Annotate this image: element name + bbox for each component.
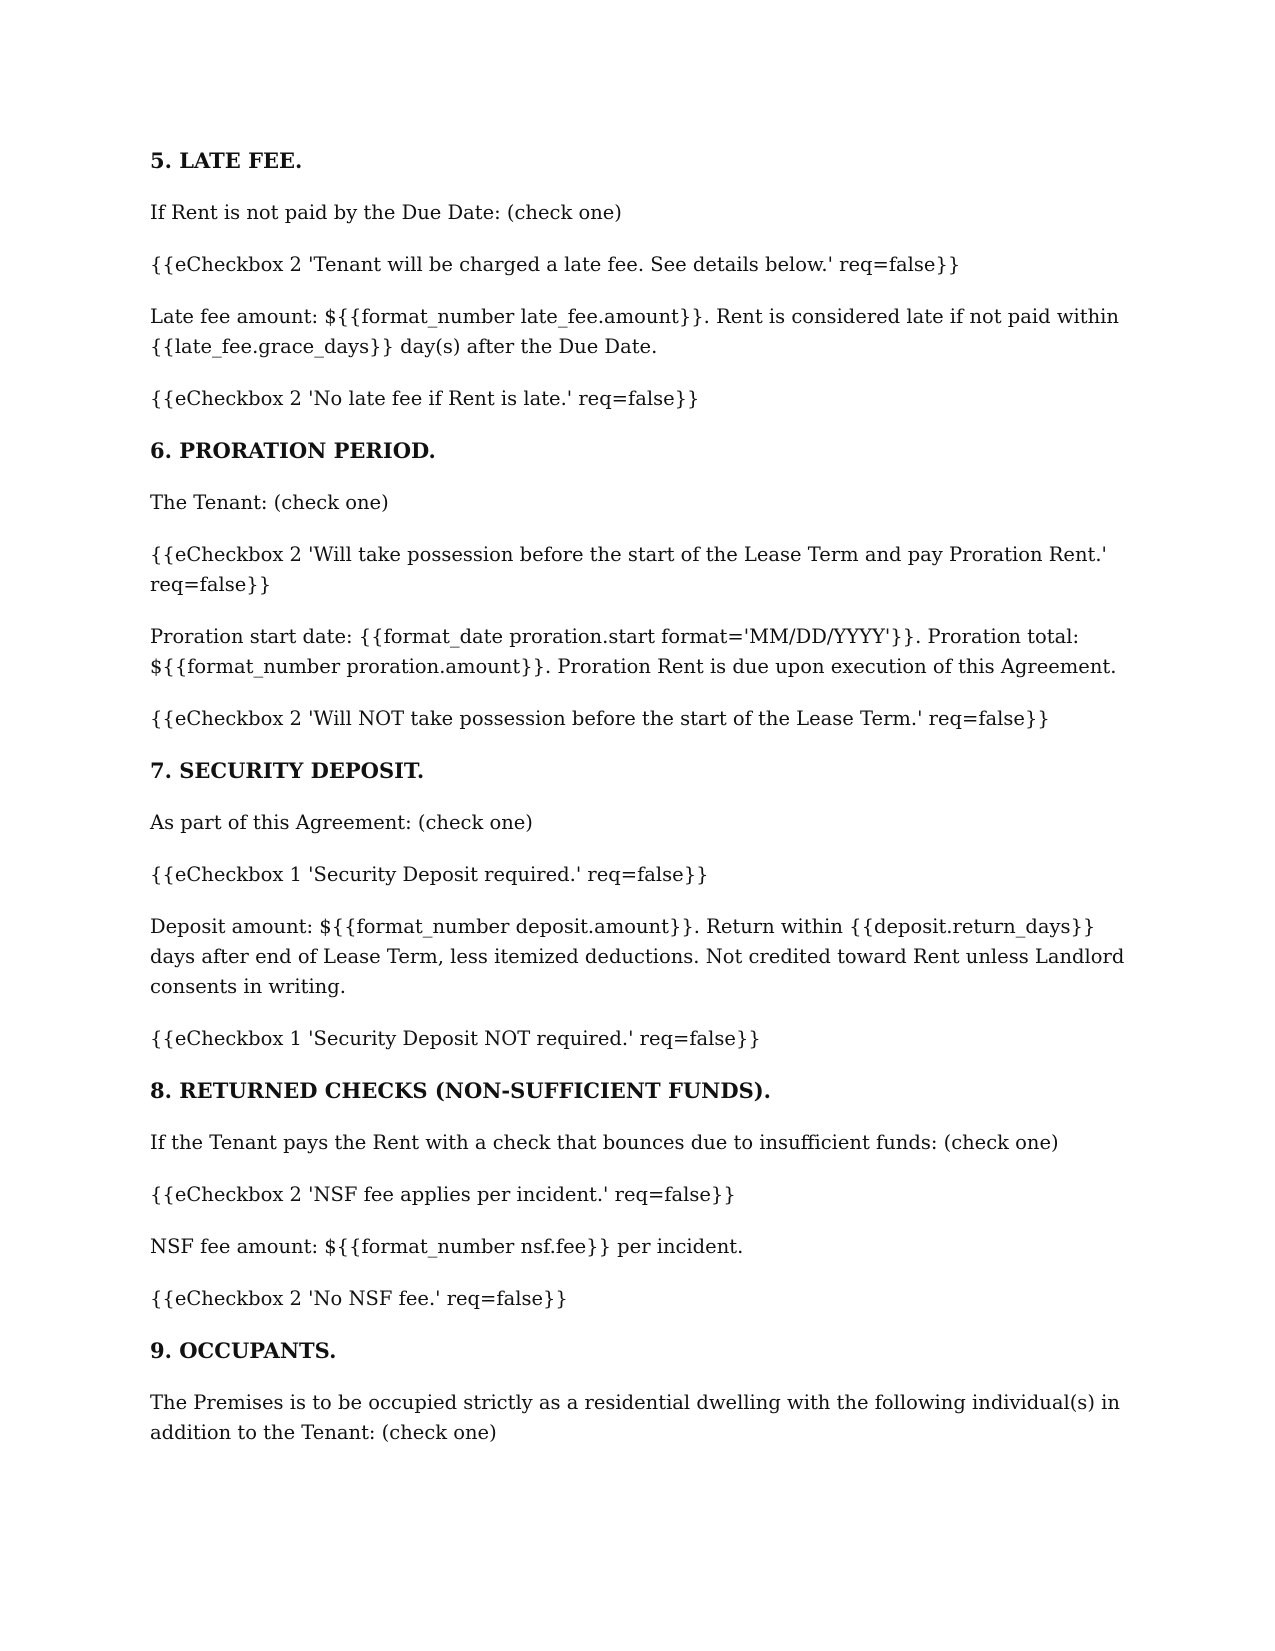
instruction-text: If Rent is not paid by the Due Date: (check one) [150, 201, 622, 224]
instruction-text: The Tenant: (check one) [150, 491, 389, 514]
document-page [150, 146, 1135, 1470]
detail-text: Late fee amount: ${{format_number late_fee.amount}}. Rent is considered late if not paid within {{late_fee.grace_days}} day(s) after the Due Date. [150, 305, 1119, 358]
checkbox-placeholder: {{eCheckbox 2 'No late fee if Rent is late.' req=false}} [150, 387, 700, 410]
section-heading: 6. PRORATION PERIOD. [150, 438, 436, 463]
section-returned-checks [150, 1076, 1135, 1314]
section-heading: 8. RETURNED CHECKS (NON-SUFFICIENT FUNDS). [150, 1078, 771, 1103]
instruction-text: As part of this Agreement: (check one) [150, 811, 533, 834]
checkbox-placeholder: {{eCheckbox 2 'Tenant will be charged a late fee. See details below.' req=false}} [150, 253, 961, 276]
section-security-deposit [150, 756, 1135, 1054]
section-occupants [150, 1336, 1135, 1448]
section-heading: 9. OCCUPANTS. [150, 1338, 337, 1363]
checkbox-placeholder: {{eCheckbox 2 'Will take possession before the start of the Lease Term and pay Proration Rent.' req=false}} [150, 543, 1107, 596]
checkbox-placeholder: {{eCheckbox 2 'No NSF fee.' req=false}} [150, 1287, 568, 1310]
detail-text: Proration start date: {{format_date proration.start format='MM/DD/YYYY'}}. Proration total: ${{format_number proration.amount}}. Proration Rent is due upon execution of this Agreement. [150, 625, 1117, 678]
section-heading: 7. SECURITY DEPOSIT. [150, 758, 425, 783]
instruction-text: The Premises is to be occupied strictly as a residential dwelling with the following individual(s) in addition to the Tenant: (check one) [150, 1391, 1120, 1444]
checkbox-placeholder: {{eCheckbox 2 'Will NOT take possession before the start of the Lease Term.' req=false}} [150, 707, 1050, 730]
instruction-text: If the Tenant pays the Rent with a check that bounces due to insufficient funds: (check one) [150, 1131, 1059, 1154]
section-late-fee [150, 146, 1135, 414]
checkbox-placeholder: {{eCheckbox 1 'Security Deposit required.' req=false}} [150, 863, 709, 886]
section-heading: 5. LATE FEE. [150, 148, 303, 173]
detail-text: NSF fee amount: ${{format_number nsf.fee}} per incident. [150, 1235, 744, 1258]
checkbox-placeholder: {{eCheckbox 2 'NSF fee applies per incident.' req=false}} [150, 1183, 736, 1206]
section-proration-period [150, 436, 1135, 734]
checkbox-placeholder: {{eCheckbox 1 'Security Deposit NOT required.' req=false}} [150, 1027, 761, 1050]
detail-text: Deposit amount: ${{format_number deposit.amount}}. Return within {{deposit.return_days}} days after end of Lease Term, less itemized deductions. Not credited toward Rent unless Landlord consents in writing. [150, 915, 1125, 998]
